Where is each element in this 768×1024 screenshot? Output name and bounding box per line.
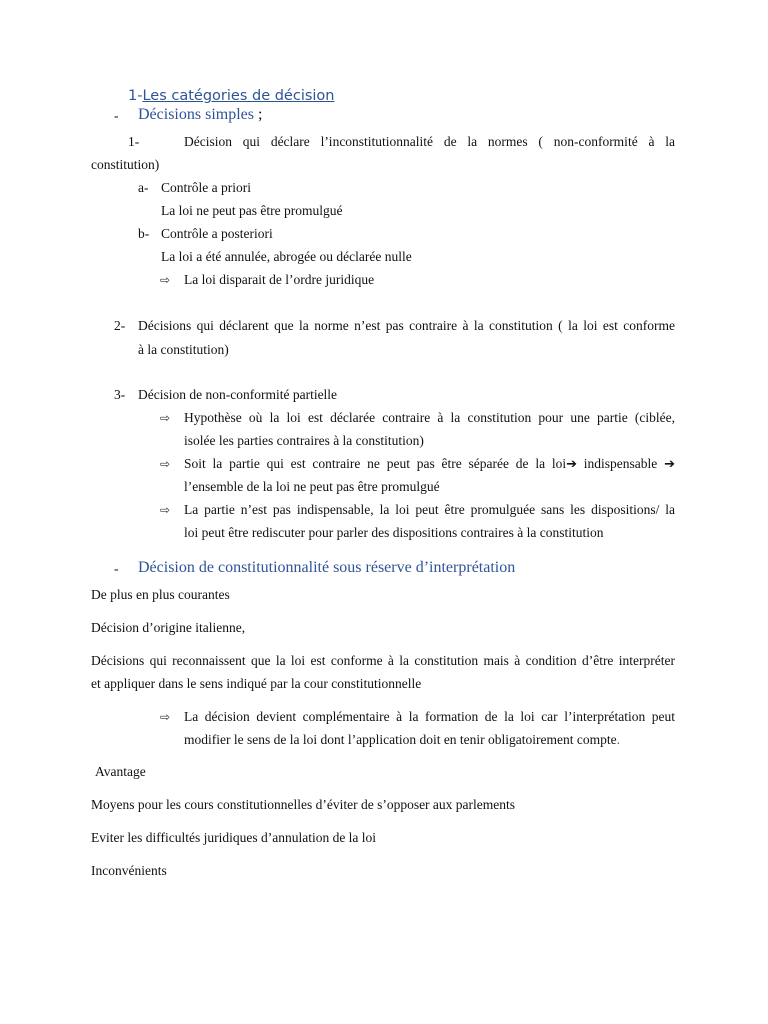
inconvenients-label: Inconvénients [91,863,167,878]
reserve-p2: Décision d’origine italienne, [91,620,246,635]
reserve-arrow-line2 [184,732,620,748]
bold-arrow-icon: ➔ [664,457,675,472]
item3-b2-line2: l’ensemble de la loi ne peut pas être promulgué [184,479,440,494]
item3-number: 3- [114,387,126,402]
subheading-simple-suffix: ; [254,106,263,123]
reserve-p3-line2: et appliquer dans le sens indiqué par la cour constitutionnelle [91,676,422,691]
item1-b-text: Contrôle a posteriori [161,226,273,241]
item1-a-text: Contrôle a priori [161,180,251,195]
avantage-label: Avantage [95,764,146,779]
reserve-arrow-line2-text: modifier le sens de la loi dont l’application doit en tenir obligatoirement compte [184,732,617,747]
arrow-bullet-icon: ⇨ [160,503,171,517]
dash-bullet: - [114,561,119,576]
advantage-1: Moyens pour les cours constitutionnelles d’éviter de s’opposer aux parlements [91,797,516,812]
item3-b2-part2: indispensable [577,456,665,471]
item1-b-marker: b- [138,226,150,241]
section-heading [128,88,335,104]
advantage-2: Eviter les difficultés juridiques d’annulation de la loi [91,830,377,845]
item1-line2: constitution) [91,157,160,172]
item3-b2-line1 [184,456,675,472]
item2-number: 2- [114,318,126,333]
item3-title: Décision de non-conformité partielle [138,387,338,402]
item1-line1: Décision qui déclare l’inconstitutionnalité de la normes ( non-conformité à la [184,134,675,149]
reserve-p1: De plus en plus courantes [91,587,230,602]
arrow-bullet-icon: ⇨ [160,457,171,471]
item1-number: 1- [128,134,140,149]
heading-number: 1- [128,88,143,104]
arrow-bullet-icon: ⇨ [160,273,171,287]
item1-a-marker: a- [138,180,149,195]
item2-line2: à la constitution) [138,342,229,357]
subheading-simple [138,106,262,124]
item3-b1-line2: isolée les parties contraires à la constitution) [184,433,424,448]
subheading-simple-title: Décisions simples [138,106,254,123]
arrow-bullet-icon: ⇨ [160,411,171,425]
subheading-reserve: Décision de constitutionnalité sous réserve d’interprétation [138,559,516,576]
item3-b2-part1: Soit la partie qui est contraire ne peut pas être séparée de la loi [184,456,567,471]
heading-title: Les catégories de décision [142,88,335,104]
item1-b-arrow-text: La loi disparait de l’ordre juridique [184,272,375,287]
reserve-arrow-line2-end: . [616,732,621,747]
reserve-arrow-line1: La décision devient complémentaire à la formation de la loi car l’interprétation peut [184,709,675,724]
item3-b3-line2: loi peut être rediscuter pour parler des dispositions contraires à la constitution [184,525,604,540]
item2-line1: Décisions qui déclarent que la norme n’est pas contraire à la constitution ( la loi est conforme [138,318,675,333]
dash-bullet: - [114,108,119,123]
item3-b1-line1: Hypothèse où la loi est déclarée contraire à la constitution pour une partie (ciblée, [184,410,675,425]
bold-arrow-icon: ➔ [566,457,578,472]
reserve-p3-line1: Décisions qui reconnaissent que la loi est conforme à la constitution mais à condition d’être interpréter [91,653,675,668]
item1-a-detail: La loi ne peut pas être promulgué [161,203,343,218]
item1-b-detail: La loi a été annulée, abrogée ou déclarée nulle [161,249,412,264]
item3-b3-line1: La partie n’est pas indispensable, la loi peut être promulguée sans les dispositions/ la [184,502,675,517]
arrow-bullet-icon: ⇨ [160,710,171,724]
